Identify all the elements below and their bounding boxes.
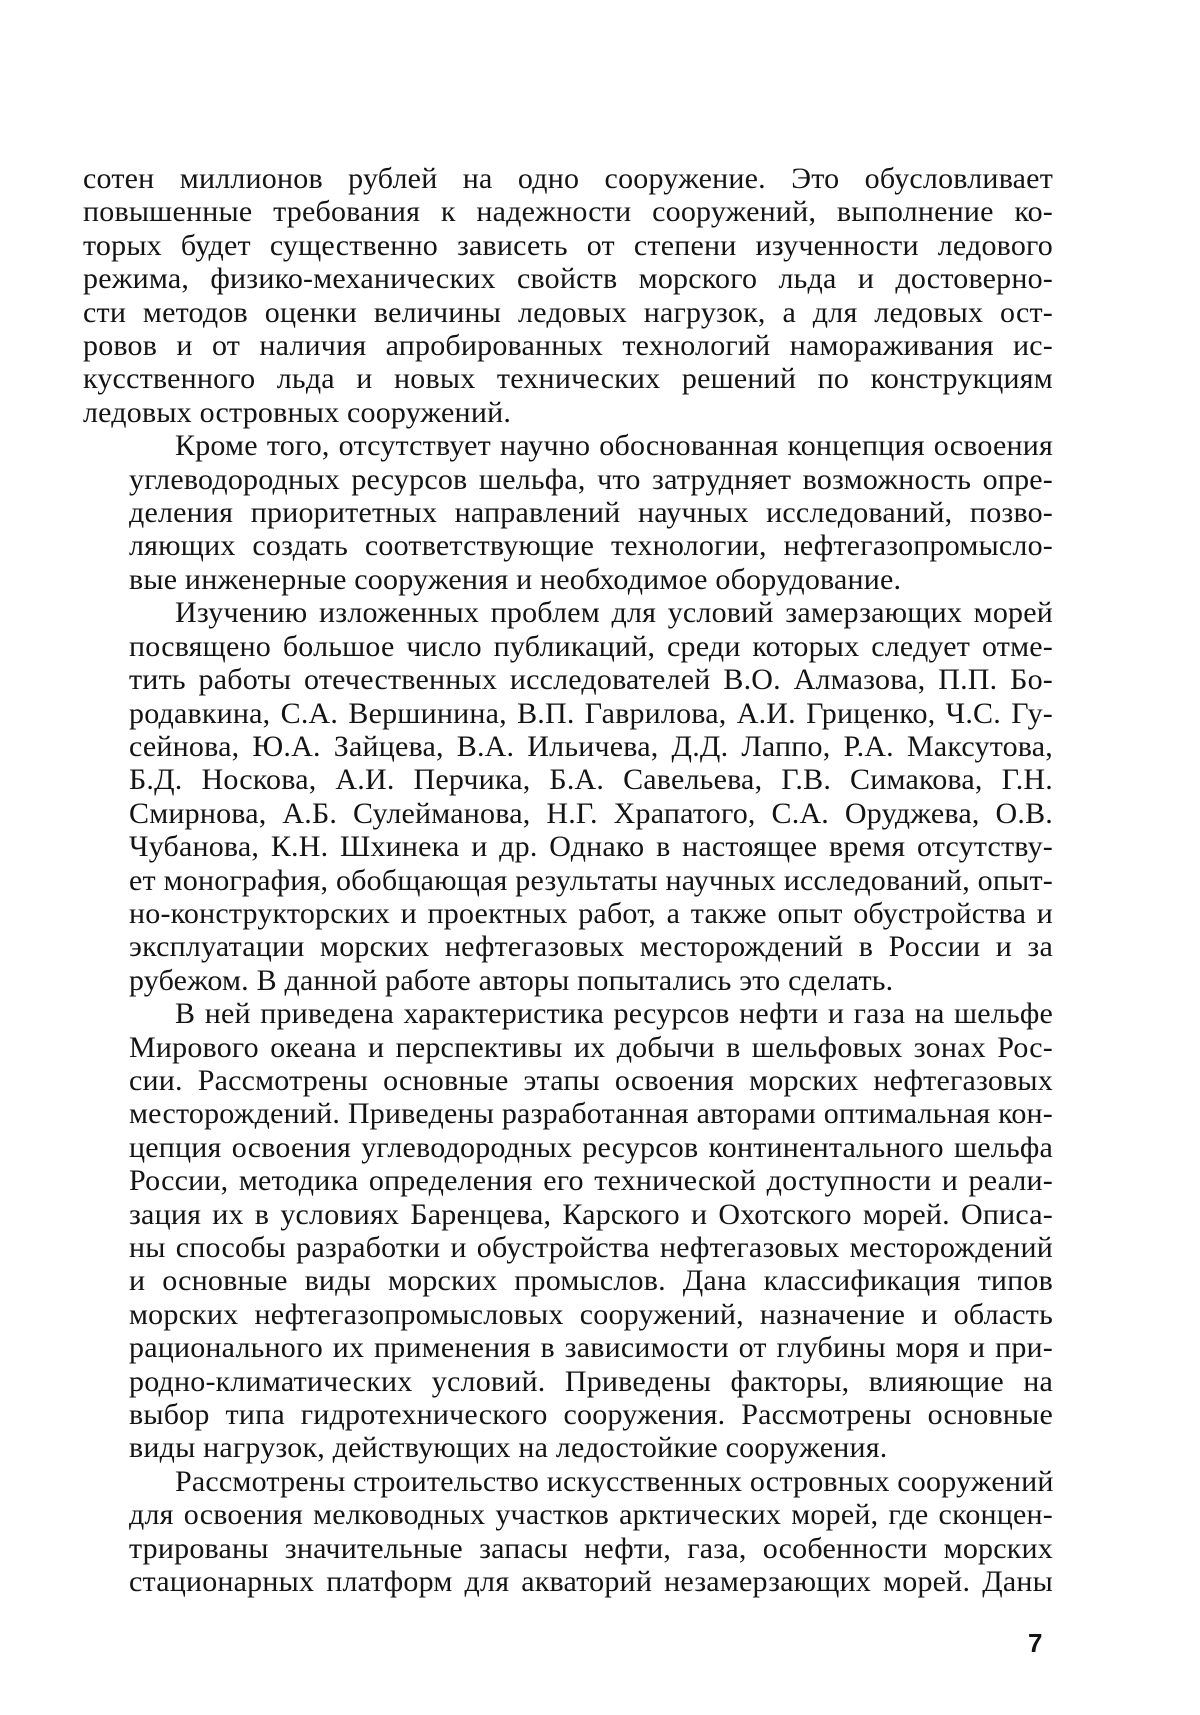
text-line: зация их в условиях Баренцева, Карского и Охотского морей. Описа-	[129, 1197, 1053, 1231]
page-body	[83, 162, 1053, 1598]
text-line: сейнова, Ю.А. Зайцева, В.А. Ильичева, Д.Д. Лаппо, Р.А. Максутова,	[129, 729, 1053, 763]
text-line: сии. Рассмотрены основные этапы освоения морских нефтегазовых	[129, 1063, 1053, 1097]
text-line: сотен миллионов рублей на одно сооружение. Это обусловливает	[83, 162, 1053, 195]
text-line: ледовых островных сооружений.	[83, 395, 512, 429]
text-line: России, методика определения его технической доступности и реали-	[129, 1164, 1053, 1198]
text-line: углеводородных ресурсов шельфа, что затрудняет возможность опре-	[129, 462, 1053, 496]
text-line: ет монография, обобщающая результаты научных исследований, опыт-	[129, 863, 1053, 897]
text-line: родавкина, С.А. Вершинина, В.П. Гаврилова, А.И. Гриценко, Ч.С. Гу-	[129, 696, 1053, 730]
text-line: месторождений. Приведены разработанная авторами оптимальная кон-	[129, 1097, 1053, 1131]
text-line: морских нефтегазопромысловых сооружений, назначение и область	[129, 1297, 1053, 1331]
paragraph-4	[83, 997, 1053, 1465]
text-line: Рассмотрены строительство искусственных островных сооружений	[175, 1464, 1054, 1498]
text-line: рубежом. В данной работе авторы попытались это сделать.	[129, 963, 894, 997]
text-line: Чубанова, К.Н. Шхинека и др. Однако в настоящее время отсутству-	[129, 830, 1053, 864]
text-line: ны способы разработки и обустройства нефтегазовых месторождений	[129, 1231, 1053, 1264]
text-line: для освоения мелководных участков арктических морей, где сконцен-	[129, 1498, 1053, 1532]
text-line: торых будет существенно зависеть от степени изученности ледового	[83, 228, 1053, 262]
page-number: 7	[1028, 1628, 1043, 1658]
text-line: тить работы отечественных исследователей В.О. Алмазова, П.П. Бо-	[129, 663, 1053, 697]
text-line: повышенные требования к надежности сооружений, выполнение ко-	[83, 195, 1053, 229]
text-line: родно-климатических условий. Приведены факторы, влияющие на	[129, 1364, 1053, 1398]
text-line: В ней приведена характеристика ресурсов нефти и газа на шельфе	[175, 997, 1053, 1031]
paragraph-5	[83, 1465, 1053, 1599]
text-line: цепция освоения углеводородных ресурсов континентального шельфа	[129, 1130, 1053, 1164]
paragraph-1	[83, 162, 1053, 429]
text-line: трированы значительные запасы нефти, газа, особенности морских	[129, 1531, 1053, 1565]
text-line: Б.Д. Носкова, А.И. Перчика, Б.А. Савельева, Г.В. Симакова, Г.Н.	[129, 763, 1053, 797]
text-line: и основные виды морских промыслов. Дана классификация типов	[129, 1264, 1053, 1298]
text-line: выбор типа гидротехнического сооружения. Рассмотрены основные	[129, 1398, 1053, 1432]
text-line: посвящено большое число публикаций, среди которых следует отме-	[129, 629, 1053, 663]
text-line: Изучению изложенных проблем для условий замерзающих морей	[175, 596, 1053, 630]
text-line: эксплуатации морских нефтегазовых месторождений в России и за	[129, 930, 1053, 964]
text-line: кусственного льда и новых технических решений по конструкциям	[83, 362, 1053, 396]
text-line: ровов и от наличия апробированных технологий намораживания ис-	[83, 329, 1053, 363]
text-line: деления приоритетных направлений научных исследований, позво-	[129, 496, 1053, 530]
text-line: стационарных платформ для акваторий незамерзающих морей. Даны	[129, 1565, 1053, 1599]
text-line: режима, физико-механических свойств морского льда и достоверно-	[83, 262, 1053, 296]
text-line: Мирового океана и перспективы их добычи в шельфовых зонах Рос-	[129, 1030, 1053, 1064]
text-line: сти методов оценки величины ледовых нагрузок, а для ледовых ост-	[83, 295, 1053, 329]
text-line: Кроме того, отсутствует научно обоснованная концепция освоения	[175, 429, 1053, 463]
text-line: но-конструкторских и проектных работ, а также опыт обустройства и	[129, 896, 1053, 930]
paragraph-2	[83, 429, 1053, 596]
text-line: вые инженерные сооружения и необходимое оборудование.	[129, 562, 902, 596]
text-line: ляющих создать соответствующие технологии, нефтегазопромысло-	[129, 529, 1053, 563]
paragraph-3	[83, 596, 1053, 997]
text-line: виды нагрузок, действующих на ледостойкие сооружения.	[129, 1431, 888, 1465]
text-line: Смирнова, А.Б. Сулейманова, Н.Г. Храпатого, С.А. Оруджева, О.В.	[129, 796, 1053, 830]
text-line: рационального их применения в зависимости от глубины моря и при-	[129, 1331, 1053, 1365]
